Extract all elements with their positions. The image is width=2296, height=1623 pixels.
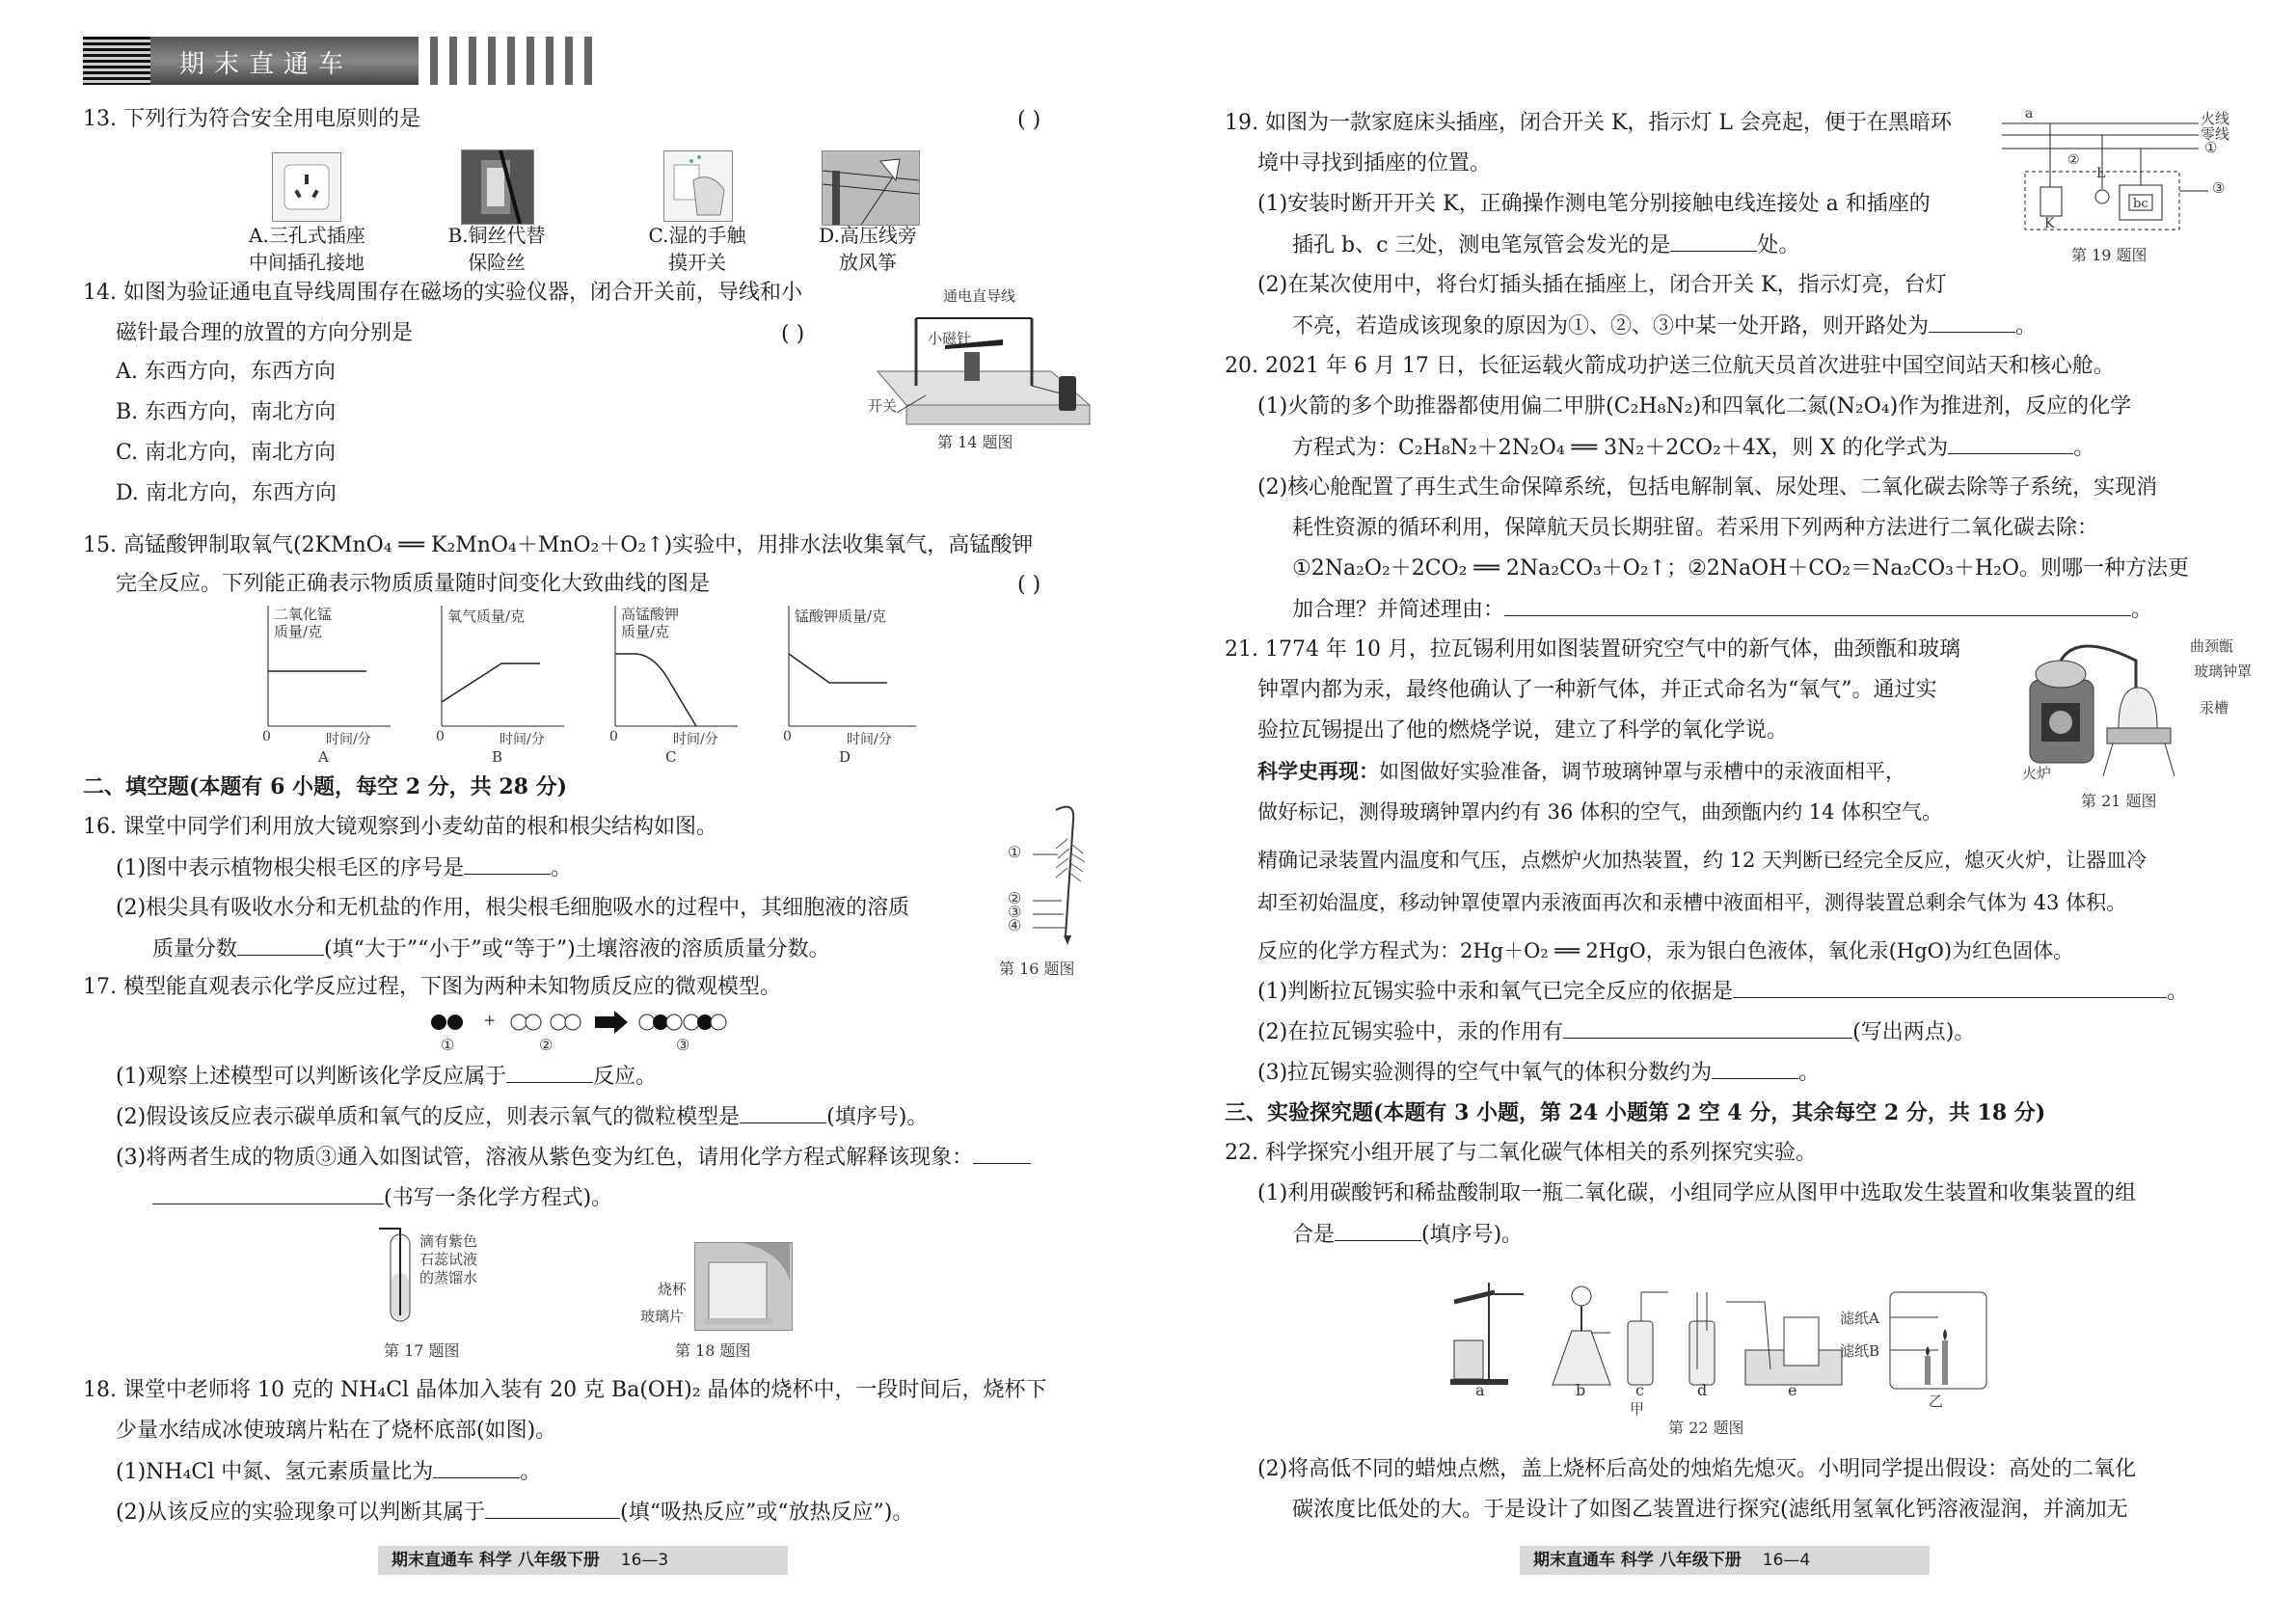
q22-part1-line1: (1)利用碳酸钙和稀盐酸制取一瓶二氧化碳，小组同学应从图甲中选取发生装置和收集装置的组 bbox=[1257, 1181, 2137, 1205]
header-ticks bbox=[430, 37, 594, 85]
q15-graph-c-letter: C bbox=[665, 748, 677, 766]
q18-stem-line2: 少量水结成冰使玻璃片粘在了烧杯底部(如图)。 bbox=[116, 1419, 557, 1443]
q21-stem-line3: 验拉瓦锡提出了他的燃烧学说，建立了科学的氧化学说。 bbox=[1257, 718, 1789, 743]
q21-part3-blank[interactable] bbox=[1712, 1057, 1798, 1079]
q22-figure bbox=[1437, 1263, 2015, 1418]
q15-graph-c-xlabel: 时间/分 bbox=[673, 732, 718, 747]
q15-graph-c-origin: 0 bbox=[609, 729, 618, 744]
q15-graph-a-letter: A bbox=[318, 748, 329, 766]
q19-stem-line2: 境中寻找到插座的位置。 bbox=[1257, 151, 1492, 176]
q21-history-heading: 科学史再现： bbox=[1257, 759, 1379, 783]
q17-test-tube-figure bbox=[371, 1225, 506, 1331]
q14-figure bbox=[868, 280, 1099, 434]
q16-fig-caption: 第 16 题图 bbox=[999, 960, 1075, 978]
q21-figure bbox=[2011, 632, 2281, 786]
q21-part3 bbox=[1257, 1057, 1820, 1089]
left-footer-page: 16—3 bbox=[620, 1551, 669, 1570]
header-stripes bbox=[83, 37, 150, 85]
q20-part1-line2 bbox=[1292, 432, 2094, 464]
q20-stem: 20. 2021 年 6 月 17 日，长征运载火箭成功护送三位航天员首次进驻中国空间站天和核心舱。 bbox=[1225, 354, 2115, 378]
q21-stem-line2: 钟罩内都为汞，最终他确认了一种新气体，并正式命名为“氧气”。通过实 bbox=[1257, 678, 1937, 702]
section-3-heading: 三、实验探究题(本题有 3 小题，第 24 小题第 2 空 4 分，其余每空 2 分，共 18 分) bbox=[1225, 1100, 2046, 1125]
q15-graph-d-xlabel: 时间/分 bbox=[847, 732, 892, 747]
q17-part1-blank[interactable] bbox=[506, 1061, 593, 1083]
q19-part1-text: 插孔 b、c 三处，测电笔氖管会发光的是 bbox=[1292, 233, 1671, 257]
q22-part1-end: (填序号)。 bbox=[1421, 1223, 1524, 1247]
q20-part1-line1: (1)火箭的多个助推器都使用偏二甲肼(C₂H₈N₂)和四氧化二氮(N₂O₄)作为推进剂，反应的化学 bbox=[1257, 394, 2132, 419]
q16-part2-end: (填“大于”“小于”或“等于”)土壤溶液的溶质质量分数。 bbox=[324, 937, 830, 961]
q18-photo bbox=[694, 1242, 793, 1331]
q17-part1-text: (1)观察上述模型可以判断该化学反应属于 bbox=[116, 1065, 507, 1089]
q17-part3-blank-b[interactable] bbox=[152, 1182, 384, 1204]
q19-fig-point-a: a bbox=[2025, 106, 2034, 122]
header-title: 期末直通车 bbox=[179, 50, 354, 79]
q17-fig-caption: 第 17 题图 bbox=[384, 1341, 460, 1360]
q14-answer-paren[interactable]: ( ) bbox=[781, 322, 805, 346]
q22-fig-label-b: b bbox=[1576, 1381, 1586, 1399]
q21-part1-blank[interactable] bbox=[1733, 976, 2167, 998]
q16-part2-line2 bbox=[152, 933, 830, 965]
q18-part1-text: (1)NH₄Cl 中氮、氢元素质量比为 bbox=[116, 1460, 434, 1484]
q19-part2-line1: (2)在某次使用中，将台灯插头插在插座上，闭合开关 K，指示灯亮，台灯 bbox=[1257, 273, 1947, 297]
q17-part2-end: (填序号)。 bbox=[826, 1105, 929, 1129]
q21-fig-trough-label: 汞槽 bbox=[2200, 699, 2229, 717]
q13-option-b-line2: 保险丝 bbox=[468, 251, 526, 274]
q15-graph-c-ylabel bbox=[621, 606, 679, 640]
q16-part2-text: 质量分数 bbox=[152, 937, 238, 961]
q15-stem-line1: 15. 高锰酸钾制取氧气(2KMnO₄ ══ K₂MnO₄＋MnO₂＋O₂↑)实验中，用排水法收集氧气，高锰酸钾 bbox=[83, 533, 1034, 557]
q13-option-a-line1: A.三孔式插座 bbox=[249, 224, 365, 247]
q16-part2-blank[interactable] bbox=[237, 933, 324, 956]
q21-part3-end: 。 bbox=[1798, 1061, 1821, 1085]
q21-part2-end: (写出两点)。 bbox=[1852, 1020, 1976, 1044]
q15-graph-a-xlabel: 时间/分 bbox=[326, 732, 371, 747]
q18-fig-caption: 第 18 题图 bbox=[675, 1341, 751, 1360]
q13-option-b-line1: B.铜丝代替 bbox=[447, 224, 546, 247]
q16-part1-blank[interactable] bbox=[464, 852, 551, 875]
right-footer-text: 期末直通车 科学 八年级下册 bbox=[1533, 1551, 1742, 1570]
q15-graph-c[interactable] bbox=[588, 606, 743, 770]
q13-option-a-line2: 中间插孔接地 bbox=[249, 251, 365, 274]
q14-fig-needle-label: 小磁针 bbox=[928, 330, 972, 347]
q22-fig-label-a: a bbox=[1475, 1381, 1485, 1399]
q18-part1 bbox=[116, 1456, 541, 1488]
q18-part2 bbox=[116, 1497, 913, 1528]
q19-fig-label-3: ③ bbox=[2212, 179, 2226, 197]
q19-part2-end: 。 bbox=[2015, 314, 2038, 338]
q16-fig-label-2: ② bbox=[1008, 889, 1022, 907]
q20-part2-line1: (2)核心舱配置了再生式生命保障系统，包括电解制氧、尿处理、二氧化碳去除等子系统，实现消 bbox=[1257, 475, 2158, 500]
q15-graph-b-ylabel: 氧气质量/克 bbox=[447, 608, 526, 625]
q21-fig-bell-label: 玻璃钟罩 bbox=[2194, 663, 2253, 680]
q19-fig-live-label: 火线 bbox=[2201, 110, 2230, 127]
q22-part1-blank[interactable] bbox=[1335, 1219, 1421, 1241]
q13-option-d-image bbox=[822, 150, 920, 226]
right-page bbox=[1148, 0, 2296, 1623]
left-footer-text: 期末直通车 科学 八年级下册 bbox=[392, 1551, 600, 1570]
q21-history-text: 如图做好实验准备，调节玻璃钟罩与汞槽中的汞液面相平， bbox=[1379, 760, 1905, 783]
q13-option-d-line2: 放风筝 bbox=[839, 251, 897, 274]
q19-figure bbox=[1996, 104, 2276, 239]
q19-stem-line1: 19. 如图为一款家庭床头插座，闭合开关 K，指示灯 L 会亮起，便于在黑暗环 bbox=[1225, 111, 1953, 135]
q13-option-a-image bbox=[272, 152, 341, 222]
q16-figure bbox=[998, 800, 1123, 955]
q21-part2-blank[interactable] bbox=[1563, 1016, 1852, 1039]
q22-part2-line1: (2)将高低不同的蜡烛点燃，盖上烧杯后高处的烛焰先熄灭。小明同学提出假设：高处的二氧化 bbox=[1257, 1457, 2137, 1481]
q15-graph-d-letter: D bbox=[839, 748, 851, 766]
q21-equation: 反应的化学方程式为：2Hg＋O₂ ══ 2HgO，汞为银白色液体，氧化汞(HgO)为红色固体。 bbox=[1257, 939, 2074, 962]
q19-part1-line2 bbox=[1292, 230, 1799, 261]
q21-part1-text: (1)判断拉瓦锡实验中汞和氧气已完全反应的依据是 bbox=[1257, 980, 1734, 1004]
q21-part1 bbox=[1257, 976, 2188, 1008]
q18-stem-line1: 18. 课堂中老师将 10 克的 NH₄Cl 晶体加入装有 20 克 Ba(OH)₂ 晶体的烧杯中，一段时间后，烧杯下 bbox=[83, 1378, 1047, 1402]
q16-stem: 16. 课堂中同学们利用放大镜观察到小麦幼苗的根和根尖结构如图。 bbox=[83, 815, 717, 839]
q15-graph-b-origin: 0 bbox=[436, 729, 445, 744]
q13-option-c-image bbox=[663, 150, 733, 222]
q21-part1-end: 。 bbox=[2167, 980, 2189, 1004]
q17-part3-line1 bbox=[116, 1142, 1031, 1174]
q16-fig-label-1: ① bbox=[1008, 843, 1022, 861]
q15-graph-a-origin: 0 bbox=[262, 729, 271, 744]
right-footer-page: 16—4 bbox=[1762, 1551, 1811, 1570]
q21-history-line3: 精确记录装置内温度和气压，点燃炉火加热装置，约 12 天判断已经完全反应，熄灭火炉，让器皿冷 bbox=[1257, 849, 2147, 872]
q13-option-a[interactable] bbox=[249, 222, 365, 276]
q17-part3-blank-a[interactable] bbox=[973, 1142, 1031, 1164]
q19-fig-switch-k: K bbox=[2044, 216, 2055, 231]
q21-part2 bbox=[1257, 1016, 1975, 1048]
q20-part2-line4 bbox=[1292, 594, 2152, 626]
q14-stem-line2: 磁针最合理的放置的方向分别是 bbox=[116, 321, 414, 345]
q15-graph-b-xlabel: 时间/分 bbox=[500, 732, 545, 747]
q18-fig-glass-label: 玻璃片 bbox=[640, 1308, 685, 1325]
q20-part1-text: 方程式为：C₂H₈N₂＋2N₂O₄ ══ 3N₂＋2CO₂＋4X，则 X 的化学式为 bbox=[1292, 436, 1949, 460]
q22-fig-label-jia: 甲 bbox=[1630, 1400, 1645, 1418]
q22-fig-caption: 第 22 题图 bbox=[1668, 1419, 1744, 1437]
q13-option-d[interactable] bbox=[810, 222, 926, 276]
q14-stem-line1: 14. 如图为验证通电直导线周围存在磁场的实验仪器，闭合开关前，导线和小 bbox=[83, 281, 802, 305]
q19-part1-blank[interactable] bbox=[1670, 230, 1757, 252]
q19-part2-text: 不亮，若造成该现象的原因为①、②、③中某一处开路，则开路处为 bbox=[1292, 314, 1930, 338]
page-header bbox=[83, 37, 594, 85]
q18-part1-end: 。 bbox=[520, 1460, 542, 1484]
q17-part3-end: (书写一条化学方程式)。 bbox=[384, 1186, 613, 1210]
q20-part1-blank[interactable] bbox=[1948, 432, 2073, 454]
q15-graph-c-ylabel2: 质量/克 bbox=[621, 623, 670, 640]
q22-stem: 22. 科学探究小组开展了与二氧化碳气体相关的系列探究实验。 bbox=[1225, 1141, 1817, 1165]
q17-model bbox=[429, 1009, 747, 1057]
q19-fig-label-1: ① bbox=[2204, 139, 2218, 156]
q19-part1-line1: (1)安装时断开开关 K，正确操作测电笔分别接触电线连接处 a 和插座的 bbox=[1257, 192, 1931, 216]
q17-model-label-3: ③ bbox=[676, 1036, 690, 1054]
q17-part1 bbox=[116, 1061, 657, 1093]
q19-part2-line2 bbox=[1292, 311, 2037, 342]
q15-graph-c-ylabel1: 高锰酸钾 bbox=[621, 606, 680, 623]
right-footer bbox=[1520, 1546, 1930, 1575]
left-footer bbox=[378, 1546, 788, 1575]
q21-history-line4: 却至初始温度，移动钟罩使罩内汞液面再次和汞槽中液面相平，测得装置总剩余气体为 43 体积。 bbox=[1257, 891, 2127, 914]
q22-fig-label-e: e bbox=[1788, 1381, 1797, 1399]
q13-option-b[interactable] bbox=[439, 222, 554, 276]
q20-part2-blank[interactable] bbox=[1504, 594, 2131, 616]
q20-part1-end: 。 bbox=[2073, 436, 2095, 460]
q19-fig-lamp-l: L bbox=[2096, 166, 2106, 181]
q14-fig-caption: 第 14 题图 bbox=[937, 433, 1013, 451]
q13-answer-paren[interactable]: ( ) bbox=[1017, 108, 1041, 132]
q20-part2-end: 。 bbox=[2131, 598, 2153, 622]
q18-part2-end: (填“吸热反应”或“放热反应”)。 bbox=[620, 1501, 914, 1525]
q19-fig-neutral-label: 零线 bbox=[2201, 125, 2230, 143]
section-2-heading: 二、填空题(本题有 6 小题，每空 2 分，共 28 分) bbox=[83, 774, 568, 799]
q15-graph-a-ylabel bbox=[274, 606, 332, 640]
q15-graph-b-letter: B bbox=[492, 748, 503, 766]
q15-stem-line2: 完全反应。下列能正确表示物质质量随时间变化大致曲线的图是 bbox=[116, 572, 711, 596]
q20-part2-text: 加合理？并简述理由： bbox=[1292, 598, 1505, 622]
q13-option-d-line1: D.高压线旁 bbox=[819, 224, 917, 247]
q21-fig-retort-label: 曲颈甑 bbox=[2190, 637, 2234, 655]
q19-part2-blank[interactable] bbox=[1929, 311, 2015, 333]
q17-model-label-2: ② bbox=[539, 1036, 554, 1054]
q22-fig-label-yi: 乙 bbox=[1929, 1393, 1944, 1410]
q17-fig-label: 滴有紫色石蕊试液的蒸馏水 bbox=[419, 1232, 478, 1286]
q19-part1-end: 处。 bbox=[1757, 233, 1800, 257]
q16-part1-end: 。 bbox=[551, 856, 573, 880]
q17-stem: 17. 模型能直观表示化学反应过程，下图为两种未知物质反应的微观模型。 bbox=[83, 975, 781, 999]
q18-part1-blank[interactable] bbox=[433, 1456, 520, 1478]
q17-part2-blank[interactable] bbox=[740, 1101, 826, 1123]
q14-option-a[interactable]: A. 东西方向，东西方向 bbox=[116, 360, 336, 384]
q15-graph-a[interactable] bbox=[241, 606, 395, 770]
q15-graph-d[interactable] bbox=[762, 606, 926, 770]
q13-option-b-image bbox=[461, 149, 534, 225]
q14-fig-wire-label: 通电直导线 bbox=[943, 287, 1016, 305]
q20-part2-line2: 耗性资源的循环利用，保障航天员长期驻留。若采用下列两种方法进行二氧化碳去除： bbox=[1292, 516, 2099, 540]
q17-part1-end: 反应。 bbox=[593, 1065, 658, 1089]
q21-fig-furnace-label: 火炉 bbox=[2022, 765, 2052, 782]
q22-fig-filter-a: 滤纸A bbox=[1840, 1310, 1879, 1327]
q14-fig-switch-label: 开关 bbox=[868, 397, 898, 415]
q22-part1-text: 合是 bbox=[1292, 1223, 1336, 1247]
q17-model-label-1: ① bbox=[441, 1036, 455, 1054]
q16-part2-line1: (2)根尖具有吸收水分和无机盐的作用，根尖根毛细胞吸水的过程中，其细胞液的溶质 bbox=[116, 896, 910, 920]
q15-answer-paren[interactable]: ( ) bbox=[1017, 573, 1041, 597]
q18-part2-blank[interactable] bbox=[485, 1497, 620, 1519]
q18-fig-beaker-label: 烧杯 bbox=[658, 1281, 688, 1298]
q16-part1 bbox=[116, 852, 572, 884]
q19-fig-label-2: ② bbox=[2067, 152, 2080, 168]
q16-part1-text: (1)图中表示植物根尖根毛区的序号是 bbox=[116, 856, 465, 880]
q22-fig-label-d: d bbox=[1697, 1381, 1708, 1399]
q22-part1-line2 bbox=[1292, 1219, 1523, 1251]
q13-option-c-line2: 摸开关 bbox=[668, 251, 726, 274]
q21-history-line1 bbox=[1257, 756, 1905, 787]
q15-graph-d-ylabel: 锰酸钾质量/克 bbox=[795, 608, 887, 625]
q21-fig-caption: 第 21 题图 bbox=[2081, 792, 2157, 810]
q21-part2-text: (2)在拉瓦锡实验中，汞的作用有 bbox=[1257, 1020, 1564, 1044]
q21-history-line2: 做好标记，测得玻璃钟罩内约有 36 体积的空气，曲颈甑内约 14 体积空气。 bbox=[1257, 800, 1943, 824]
q21-stem-line1: 21. 1774 年 10 月，拉瓦锡利用如图装置研究空气中的新气体，曲颈甑和玻璃 bbox=[1225, 637, 1960, 662]
q18-part2-text: (2)从该反应的实验现象可以判断其属于 bbox=[116, 1501, 486, 1525]
q16-fig-label-3: ③ bbox=[1008, 903, 1022, 921]
q17-part3-line2 bbox=[152, 1182, 612, 1214]
q15-graph-d-origin: 0 bbox=[783, 729, 792, 744]
q20-part2-line3: ①2Na₂O₂＋2CO₂ ══ 2Na₂CO₃＋O₂↑；②2NaOH＋CO₂＝Na₂CO₃＋H₂O。则哪一种方法更 bbox=[1292, 556, 2189, 581]
q17-part2 bbox=[116, 1101, 928, 1133]
q15-graph-a-ylabel1: 二氧化锰 bbox=[274, 606, 333, 623]
q13-stem: 13. 下列行为符合安全用电原则的是 bbox=[83, 107, 420, 131]
q19-fig-caption: 第 19 题图 bbox=[2071, 246, 2147, 264]
q17-part2-text: (2)假设该反应表示碳单质和氧气的反应，则表示氧气的微粒模型是 bbox=[116, 1105, 741, 1129]
q13-option-c-line1: C.湿的手触 bbox=[648, 224, 746, 247]
q17-model-plus: + bbox=[483, 1011, 497, 1029]
q13-option-c[interactable] bbox=[639, 222, 755, 276]
q14-option-c[interactable]: C. 南北方向，南北方向 bbox=[116, 441, 337, 465]
q17-part3-text: (3)将两者生成的物质③通入如图试管，溶液从紫色变为红色，请用化学方程式解释该现象： bbox=[116, 1146, 974, 1170]
q14-option-b[interactable]: B. 东西方向，南北方向 bbox=[116, 400, 337, 424]
q16-fig-label-4: ④ bbox=[1008, 916, 1022, 934]
q15-graph-b[interactable] bbox=[415, 606, 569, 770]
q22-fig-filter-b: 滤纸B bbox=[1840, 1342, 1880, 1360]
q14-option-d[interactable]: D. 南北方向，东西方向 bbox=[116, 481, 337, 505]
q21-part3-text: (3)拉瓦锡实验测得的空气中氧气的体积分数约为 bbox=[1257, 1061, 1713, 1085]
q22-fig-label-c: c bbox=[1635, 1381, 1644, 1399]
q19-fig-holes-bc: bc bbox=[2133, 197, 2148, 211]
q22-part2-line2: 碳浓度比低处的大。于是设计了如图乙装置进行探究(滤纸用氢氧化钙溶液湿润，并滴加无 bbox=[1292, 1498, 2128, 1522]
q15-graph-a-ylabel2: 质量/克 bbox=[274, 623, 323, 640]
